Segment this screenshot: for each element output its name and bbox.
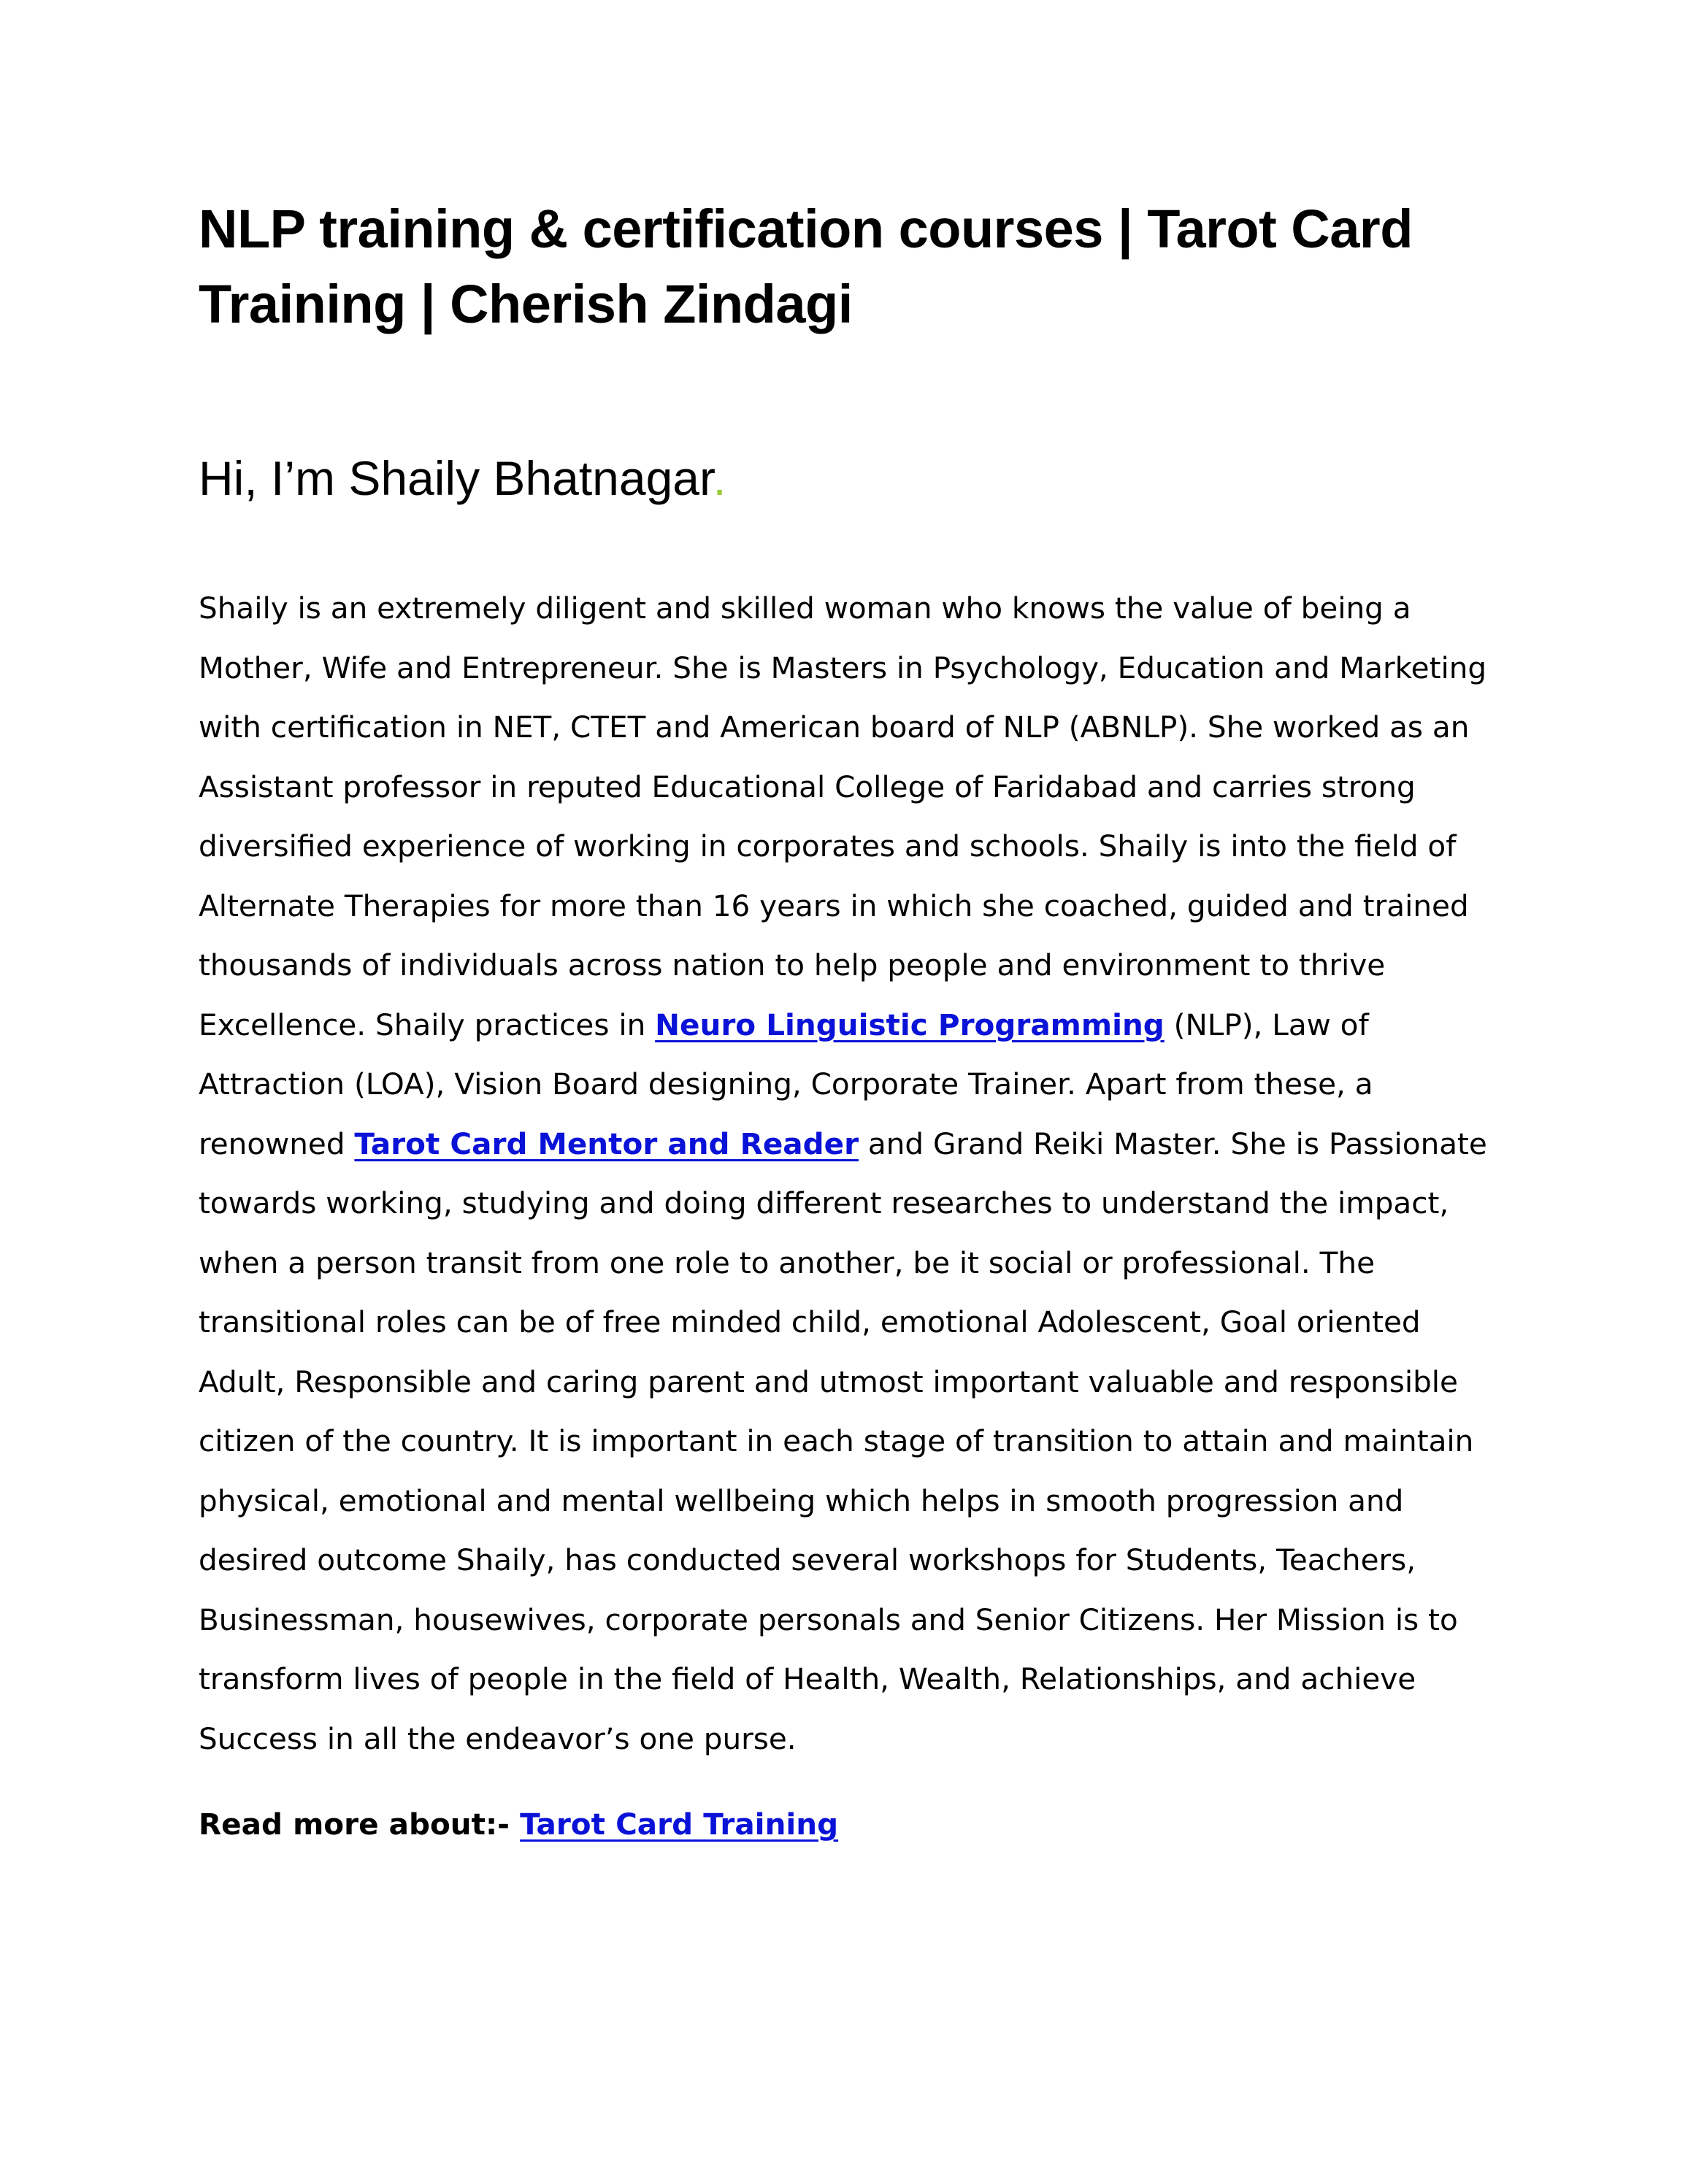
paragraph-line <box>199 1115 1487 1174</box>
bio-paragraph <box>199 579 1487 1769</box>
read-more-label: Read more about:- <box>199 1807 521 1842</box>
paragraph-text: renowned <box>199 1126 355 1161</box>
paragraph-line: physical, emotional and mental wellbeing which helps in smooth progression and <box>199 1483 1404 1518</box>
greeting-dot: . <box>713 451 726 505</box>
paragraph-line: Assistant professor in reputed Educational College of Faridabad and carries strong <box>199 769 1416 804</box>
paragraph-line: desired outcome Shaily, has conducted several workshops for Students, Teachers, <box>199 1542 1416 1577</box>
read-more-line <box>199 1795 838 1855</box>
paragraph-text: (NLP), Law of <box>1164 1007 1369 1042</box>
paragraph-line: citizen of the country. It is important in each stage of transition to attain and maintain <box>199 1423 1474 1458</box>
tarot-training-link[interactable]: Tarot Card Training <box>520 1807 839 1842</box>
paragraph-line: Attraction (LOA), Vision Board designing, Corporate Trainer. Apart from these, a <box>199 1066 1373 1101</box>
title-line-2: Training | Cherish Zindagi <box>199 274 853 334</box>
page-title <box>199 191 1527 342</box>
paragraph-line: towards working, studying and doing different researches to understand the impact, <box>199 1185 1449 1220</box>
paragraph-line: Shaily is an extremely diligent and skilled woman who knows the value of being a <box>199 591 1411 626</box>
title-line-1: NLP training & certification courses | Tarot Card <box>199 199 1413 259</box>
paragraph-line: thousands of individuals across nation to help people and environment to thrive <box>199 947 1386 983</box>
paragraph-line: transitional roles can be of free minded child, emotional Adolescent, Goal oriented <box>199 1304 1421 1339</box>
greeting-text: Hi, I’m Shaily Bhatnagar <box>199 451 713 505</box>
paragraph-line: Adult, Responsible and caring parent and utmost important valuable and responsible <box>199 1364 1458 1399</box>
paragraph-line: Alternate Therapies for more than 16 years in which she coached, guided and trained <box>199 888 1469 923</box>
paragraph-line: when a person transit from one role to another, be it social or professional. The <box>199 1245 1375 1280</box>
paragraph-text: and Grand Reiki Master. She is Passionate <box>859 1126 1487 1161</box>
paragraph-line: transform lives of people in the field of Health, Wealth, Relationships, and achieve <box>199 1661 1416 1696</box>
paragraph-line: diversified experience of working in corporates and schools. Shaily is into the field of <box>199 828 1457 864</box>
paragraph-line <box>199 996 1484 1056</box>
paragraph-line: Success in all the endeavor’s one purse. <box>199 1720 797 1756</box>
greeting-heading <box>199 447 726 510</box>
paragraph-line: with certification in NET, CTET and American board of NLP (ABNLP). She worked as an <box>199 710 1470 745</box>
paragraph-text: Excellence. Shaily practices in <box>199 1007 656 1042</box>
nlp-link[interactable]: Neuro Linguistic Programming <box>655 1007 1165 1042</box>
paragraph-line: Businessman, housewives, corporate personals and Senior Citizens. Her Mission is to <box>199 1602 1458 1637</box>
tarot-mentor-link[interactable]: Tarot Card Mentor and Reader <box>354 1126 859 1161</box>
paragraph-line: Mother, Wife and Entrepreneur. She is Masters in Psychology, Education and Marketing <box>199 650 1487 685</box>
